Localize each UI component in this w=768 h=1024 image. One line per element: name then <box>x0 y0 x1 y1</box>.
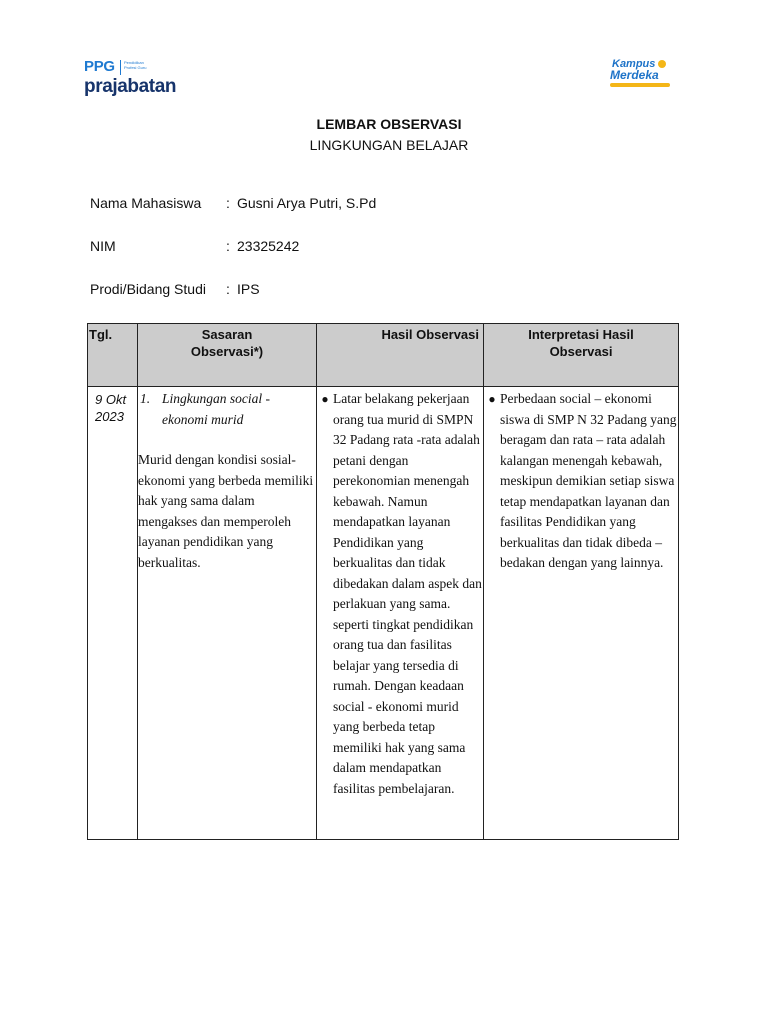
cell-hasil <box>317 387 484 840</box>
info-value: Gusni Arya Putri, S.Pd <box>237 195 377 211</box>
logo-kampus-text: Kampus <box>612 58 656 70</box>
bullet-icon: ● <box>321 392 329 406</box>
info-label: Prodi/Bidang Studi <box>90 281 206 297</box>
logo-merdeka-text: Merdeka <box>610 68 659 82</box>
sasaran-heading-text: Lingkungan social - ekonomi murid <box>162 391 270 427</box>
observation-table <box>87 323 679 840</box>
header-interpretasi <box>484 324 679 387</box>
logo-prajabatan-text: prajabatan <box>84 76 177 97</box>
header-sasaran <box>138 324 317 387</box>
table-header-row <box>88 324 679 387</box>
logo-strip <box>610 83 670 87</box>
sasaran-number: 1. <box>140 391 151 406</box>
header-tgl: Tgl. <box>88 324 138 387</box>
hasil-bullet <box>317 387 483 799</box>
info-value: IPS <box>237 281 260 297</box>
header-interpretasi-text: Interpretasi Hasil Observasi <box>528 327 634 359</box>
logo-small-text: Pendidikan Profesi Guru <box>124 60 147 70</box>
info-label: NIM <box>90 238 116 254</box>
interpretasi-bullet <box>484 387 678 574</box>
page-subtitle: LINGKUNGAN BELAJAR <box>309 137 469 153</box>
info-colon: : <box>226 238 230 254</box>
date-text: 9 Okt 2023 <box>95 392 127 424</box>
interpretasi-text: Perbedaan social – ekonomi siswa di SMP N 32 Padang yang beragam dan rata – rata adalah kalangan menengah kebawah, meskipun demikian setiap siswa tetap mendapatkan layanan dan fasilitas Pendidikan yang berkualitas dan tidak dibeda – bedakan dengan yang lainnya. <box>500 391 677 570</box>
header-sasaran-text: Sasaran Observasi*) <box>190 327 264 359</box>
logo-divider <box>120 60 121 75</box>
cell-interpretasi <box>484 387 679 840</box>
logo-ppg-text: PPG <box>84 58 115 75</box>
info-label: Nama Mahasiswa <box>90 195 202 211</box>
cell-sasaran <box>138 387 317 840</box>
hasil-text: Latar belakang pekerjaan orang tua murid di SMPN 32 Padang rata -rata adalah petani dengan perekonomian menengah kebawah. Namun mendapatkan layanan Pendidikan yang berkualitas dan tidak dibedakan dalam aspek dan perlakuan yang sama. seperti tingkat pendidikan orang tua dan fasilitas belajar yang tersedia di rumah. Dengan keadaan social - ekonomi murid yang berbeda tetap memiliki hak yang sama dalam mendapatkan fasilitas pembelajaran. <box>333 391 482 796</box>
info-colon: : <box>226 195 230 211</box>
sasaran-heading <box>138 387 316 430</box>
ppg-prajabatan-logo <box>84 58 194 104</box>
logo-dot <box>658 60 666 68</box>
info-value: 23325242 <box>237 238 300 254</box>
table-row <box>88 387 679 840</box>
header-hasil: Hasil Observasi <box>317 324 484 387</box>
kampus-merdeka-logo <box>606 58 676 100</box>
cell-date <box>88 387 138 840</box>
info-colon: : <box>226 281 230 297</box>
page-title: LEMBAR OBSERVASI <box>316 116 462 132</box>
sasaran-description: Murid dengan kondisi sosial-ekonomi yang berbeda memiliki hak yang sama dalam mengakses dan memperoleh layanan pendidikan yang berkualitas. <box>138 452 314 570</box>
bullet-icon: ● <box>488 392 496 406</box>
